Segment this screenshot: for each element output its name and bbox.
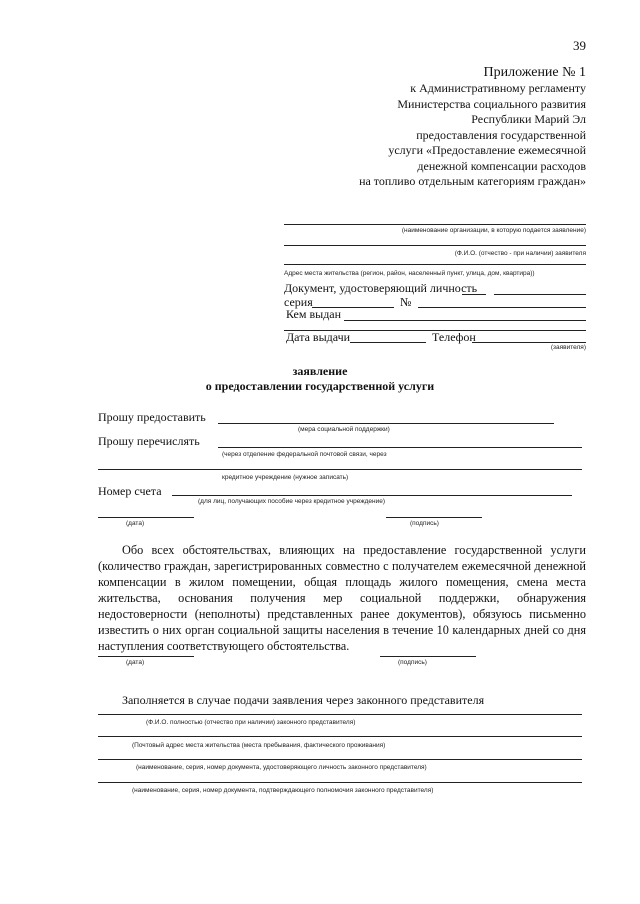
issued-by-line[interactable] [344, 320, 586, 321]
provide-hint: (мера социальной поддержки) [298, 426, 390, 433]
document-title: заявление [292, 364, 348, 378]
number-label: № [400, 295, 412, 309]
address-hint: Адрес места жительства (регион, район, населенный пункт, улица, дом, квартира)) [284, 270, 535, 277]
sign-hint-2: (подпись) [398, 659, 427, 666]
date-hint-1: (дата) [126, 520, 145, 527]
appendix-line: денежной компенсации расходов [417, 158, 586, 173]
sign-hint-1: (подпись) [410, 520, 439, 527]
appendix-line: на топливо отдельным категориям граждан» [359, 174, 586, 188]
number-line[interactable] [418, 307, 586, 308]
document-label: Документ, удостоверяющий личность [284, 281, 478, 295]
address-line[interactable] [284, 264, 586, 265]
document-line-2[interactable] [494, 294, 586, 295]
document-line-1[interactable] [462, 294, 486, 295]
appendix-line: услуги «Предоставление ежемесячной [388, 143, 586, 157]
rep-address-hint: (Почтовый адрес места жительства (места пребывания, фактического проживания) [132, 742, 386, 749]
rep-id-doc-hint: (наименование, серия, номер документа, удостоверяющего личность законного представителя) [136, 764, 427, 771]
phone-line[interactable] [472, 342, 586, 343]
appendix-line: Министерства социального развития [397, 96, 586, 111]
appendix-line: предоставления государственной [416, 127, 586, 142]
org-hint: (наименование организации, в которую подается заявление) [401, 227, 586, 234]
document-subtitle: о предоставлении государственной услуги [205, 379, 435, 393]
issue-date-line[interactable] [350, 342, 426, 343]
series-label: серия [284, 295, 313, 309]
obligation-text: Обо всех обстоятельствах, влияющих на предоставление государственной услуги (количество граждан, зарегистрированных совместно с получателем ежемесячной денежной компенсации в жилом помещении, общая площадь жилого помещения, смена места жительства, основания получения мер социальной поддержки, обнаружения недостоверности (неполноты) представленных ранее документов), обязуюсь письменно известить о них орган социальной защиты населения в течение 10 календарных дней со дня наступления соответствующего обстоятельства. [98, 543, 586, 653]
applicant-hint: (заявителя) [550, 344, 586, 351]
account-line[interactable] [172, 495, 572, 496]
page-number: 39 [573, 38, 586, 53]
org-line[interactable] [284, 224, 586, 225]
rep-authority-doc-line[interactable] [98, 782, 582, 783]
rep-fio-line[interactable] [98, 714, 582, 715]
fio-hint: (Ф.И.О. (отчество - при наличии) заявителя [454, 250, 586, 257]
appendix-block [226, 64, 586, 190]
credit-hint: кредитное учреждение (нужное записать) [222, 474, 349, 481]
account-hint: (для лиц, получающих пособие через кредитное учреждение) [198, 498, 386, 505]
transfer-line[interactable] [218, 447, 582, 448]
transfer-hint: (через отделение федеральной почтовой связи, через [222, 451, 387, 458]
fio-line[interactable] [284, 245, 586, 246]
transfer-line-2[interactable] [98, 469, 582, 470]
transfer-label: Прошу перечислять [98, 434, 200, 448]
date-line-2[interactable] [98, 656, 194, 657]
obligation-paragraph [98, 542, 586, 654]
appendix-line: к Административному регламенту [410, 81, 586, 95]
rep-id-doc-line[interactable] [98, 759, 582, 760]
rep-fio-hint: (Ф.И.О. полностью (отчество при наличии) законного представителя) [146, 719, 356, 726]
appendix-line: Республики Марий Эл [471, 112, 586, 126]
issued-by-label: Кем выдан [286, 307, 342, 321]
sign-line-2[interactable] [380, 656, 476, 657]
provide-line[interactable] [218, 423, 554, 424]
appendix-title: Приложение № 1 [483, 65, 586, 80]
representative-heading: Заполняется в случае подачи заявления через законного представителя [122, 693, 485, 707]
issue-date-label: Дата выдачи [286, 330, 351, 344]
date-line-1[interactable] [98, 517, 194, 518]
provide-label: Прошу предоставить [98, 410, 206, 424]
rep-address-line[interactable] [98, 736, 582, 737]
rep-authority-doc-hint: (наименование, серия, номер документа, подтверждающего полномочия законного представителя) [132, 787, 434, 794]
account-label: Номер счета [98, 484, 162, 498]
phone-label: Телефон [432, 330, 476, 344]
date-hint-2: (дата) [126, 659, 145, 666]
sign-line-1[interactable] [386, 517, 482, 518]
